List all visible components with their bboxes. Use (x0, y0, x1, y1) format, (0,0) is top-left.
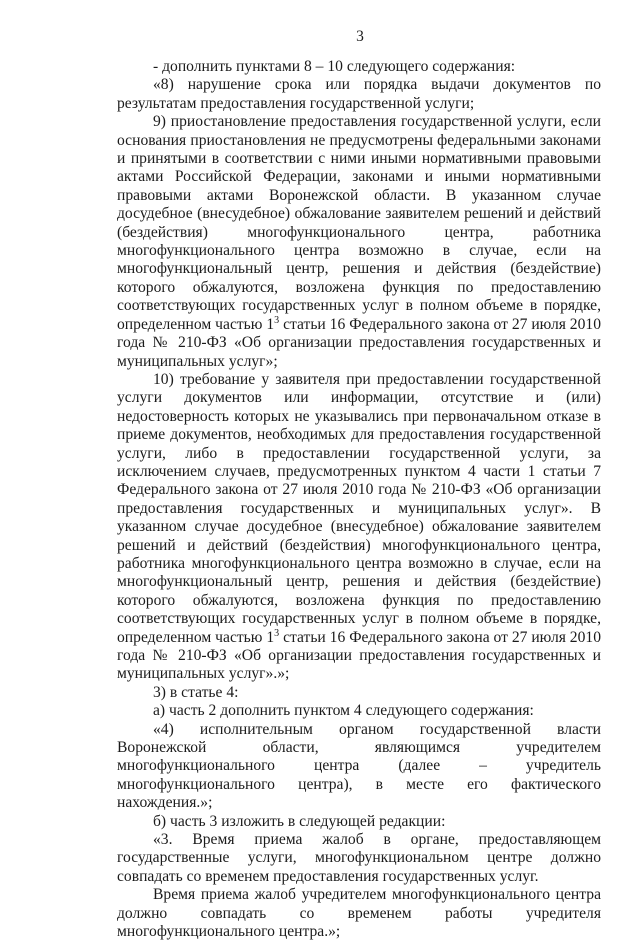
paragraph-item-8 (117, 76, 601, 113)
paragraph-article-4 (117, 684, 601, 702)
paragraph-item-4 (117, 721, 601, 813)
paragraph-item-9 (117, 113, 601, 371)
superscript: 3 (274, 627, 280, 639)
paragraph-text-tail: статьи 16 Федерального закона от 27 июля 2010 года № 210-ФЗ «Об организации предоставления государственных и муниципальных услуг»; (117, 315, 601, 370)
document-body (117, 58, 601, 942)
paragraph-text: «3. Время приема жалоб в органе, предоставляющем государственные услуги, многофункциональном центре должно совпадать со временем предоставления государственных услуг. (117, 831, 601, 885)
superscript: 3 (274, 314, 280, 326)
paragraph-text: «4) исполнительным органом государственной власти Воронежской области, являющимся учредителем многофункционального центра (далее – учредитель многофункционального центра), в месте его фактического нахождения.»; (117, 720, 601, 812)
paragraph-intro (117, 58, 601, 76)
paragraph-text: б) часть 3 изложить в следующей редакции: (153, 812, 446, 830)
paragraph-complaint-time (117, 831, 601, 886)
paragraph-text-tail: статьи 16 Федерального закона от 27 июля 2010 года № 210-ФЗ «Об организации предоставления государственных и муниципальных услуг».»; (117, 628, 601, 683)
paragraph-text: - дополнить пунктами 8 – 10 следующего содержания: (153, 58, 516, 75)
paragraph-item-10 (117, 371, 601, 684)
page-number: 3 (356, 28, 364, 45)
paragraph-text: а) часть 2 дополнить пунктом 4 следующего содержания: (153, 702, 534, 720)
paragraph-text: Время приема жалоб учредителем многофункционального центра должно совпадать со временем работы учредителя многофункционального центра.»; (117, 886, 601, 941)
paragraph-text: «8) нарушение срока или порядка выдачи документов по результатам предоставления государственной услуги; (117, 76, 601, 112)
paragraph-text: 3) в статье 4: (153, 683, 239, 701)
paragraph-part-2 (117, 702, 601, 720)
paragraph-part-3 (117, 813, 601, 831)
paragraph-text: 9) приостановление предоставления государственной услуги, если основания приостановления не предусмотрены федеральными законами и принятыми в соответствии с ними иными нормативными правовыми актами Российской Федерации, законами и иными нормативными правовыми актами Воронежской области. В указанном случае досудебное (внесудебное) обжалование заявителем решений и действий (бездействия) многофункционального центра, работника многофункционального центра возможно в случае, если на многофункциональный центр, решения и действия (бездействие) которого обжалуются, возложена функция по предоставлению соответствующих государственных услуг в полном объеме в порядке, определенном частью 1 (117, 113, 601, 333)
paragraph-text: 10) требование у заявителя при предоставлении государственной услуги документов или информации, отсутствие и (или) недостоверность которых не указывались при первоначальном отказе в приеме документов, необходимых для предоставления государственной услуги, либо в предоставлении государственной услуги, за исключением случаев, предусмотренных пунктом 4 части 1 статьи 7 Федерального закона от 27 июля 2010 года № 210-ФЗ «Об организации предоставления государственных и муниципальных услуг». В указанном случае досудебное (внесудебное) обжалование заявителем решений и действий (бездействия) многофункционального центра, работника многофункционального центра возможно в случае, если на многофункциональный центр, решения и действия (бездействие) которого обжалуются, возложена функция по предоставлению соответствующих государственных услуг в полном объеме в порядке, определенном частью 1 (117, 370, 601, 646)
paragraph-founder-time (117, 886, 601, 941)
